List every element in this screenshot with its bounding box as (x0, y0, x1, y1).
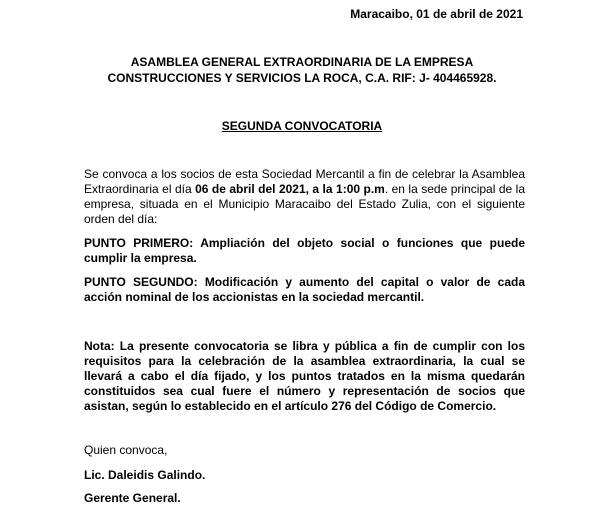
signature-role: Gerente General. (84, 491, 181, 505)
title-line-2: CONSTRUCCIONES Y SERVICIOS LA ROCA, C.A. RIF: J- 404465928. (107, 71, 497, 85)
intro-paragraph (84, 167, 525, 227)
meeting-date: 06 de abril del 2021, a la 1:00 p.m (195, 182, 385, 196)
signature-name: Lic. Daleidis Galindo. (84, 468, 206, 482)
agenda-item-2: PUNTO SEGUNDO: Modificación y aumento del capital o valor de cada acción nominal de los accionistas en la sociedad mercantil. (84, 275, 525, 304)
signature-convoca: Quien convoca, (84, 443, 168, 457)
intro-text-1: Se convoca a los socios de esta Sociedad Mercantil a fin de celebrar la Asamblea Extraordinaria el día (84, 167, 525, 196)
intro-text-2: . en la sede principal de la empresa, situada en el Municipio Maracaibo del Estado Zulia, con el siguiente orden del día: (84, 182, 525, 226)
document-date: Maracaibo, 01 de abril de 2021 (350, 7, 523, 21)
agenda-item-1: PUNTO PRIMERO: Ampliación del objeto social o funciones que puede cumplir la empresa. (84, 236, 525, 265)
title-line-1: ASAMBLEA GENERAL EXTRAORDINARIA DE LA EMPRESA (130, 55, 474, 69)
document-subtitle: SEGUNDA CONVOCATORIA (221, 119, 383, 133)
note-paragraph: Nota: La presente convocatoria se libra y pública a fin de cumplir con los requisitos para la celebración de la asamblea extraordinaria, la cual se llevará a cabo el día fijado, y los puntos tratados en la misma quedarán constituidos sea cual fuere el número y representación de socios que asistan, según lo establecido en el artículo 276 del Código de Comercio. (84, 339, 525, 413)
document-title (0, 54, 604, 86)
